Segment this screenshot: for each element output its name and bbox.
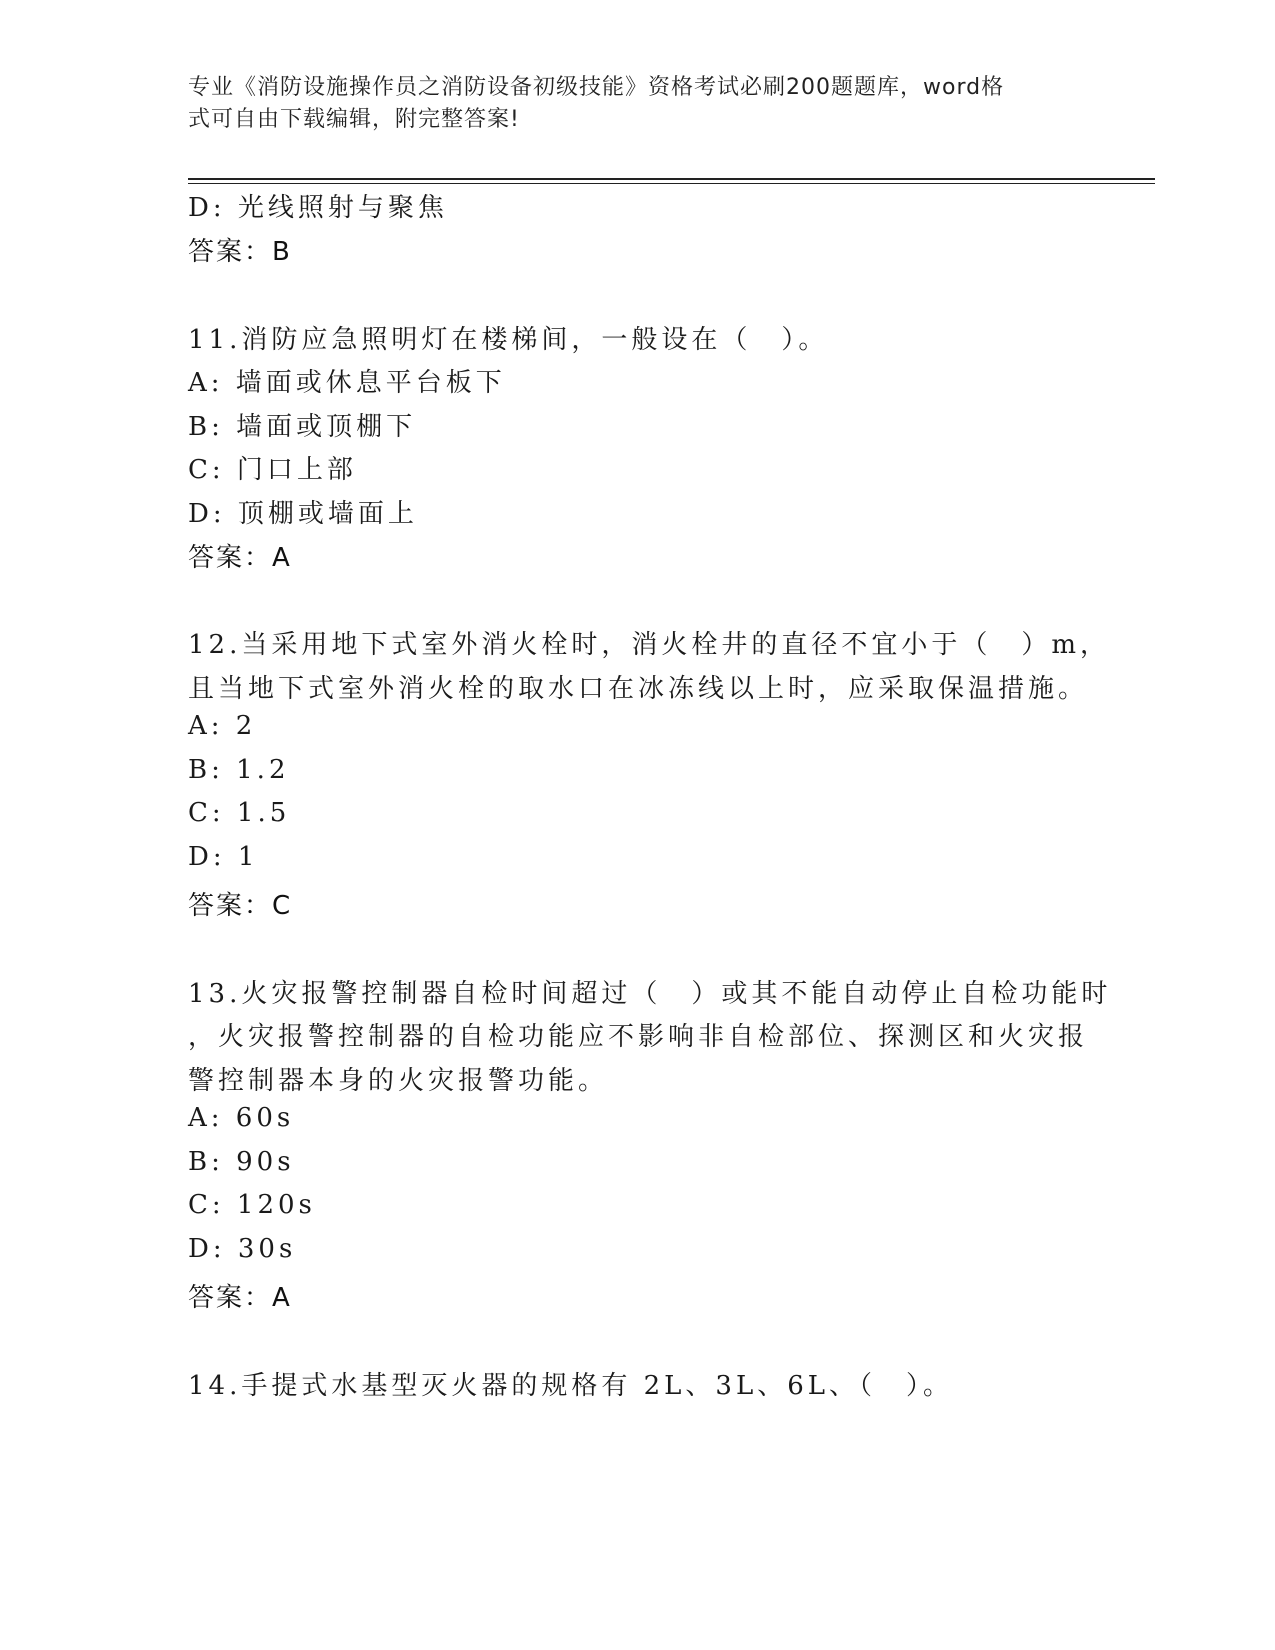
q11-option-c: C: 门口上部 xyxy=(188,455,357,485)
prev-answer: 答案：B xyxy=(188,237,292,267)
q13-option-b: B: 90s xyxy=(188,1147,295,1177)
q12-stem-line-2: 且当地下式室外消火栓的取水口在冰冻线以上时，应采取保温措施。 xyxy=(188,674,1089,704)
q12-stem-line-1: 12.当采用地下式室外消火栓时，消火栓井的直径不宜小于（ ）m， xyxy=(188,630,1111,660)
prev-option-d: D: 光线照射与聚焦 xyxy=(188,193,448,223)
header-line-2: 式可自由下载编辑，附完整答案! xyxy=(188,107,520,132)
q12-answer: 答案：C xyxy=(188,891,293,921)
header-divider-thick xyxy=(188,178,1155,180)
q12-option-c: C: 1.5 xyxy=(188,798,291,828)
q13-option-c: C: 120s xyxy=(188,1190,316,1220)
q11-option-d: D: 顶棚或墙面上 xyxy=(188,499,418,529)
header-divider-thin xyxy=(188,183,1155,184)
q13-option-d: D: 30s xyxy=(188,1234,297,1264)
q13-answer: 答案：A xyxy=(188,1283,292,1313)
q12-option-d: D: 1 xyxy=(188,842,259,872)
q11-stem: 11.消防应急照明灯在楼梯间，一般设在（ ）。 xyxy=(188,325,829,355)
q12-option-b: B: 1.2 xyxy=(188,755,290,785)
q11-option-a: A: 墙面或休息平台板下 xyxy=(188,368,506,398)
document-header xyxy=(188,72,1088,136)
q13-stem-line-1: 13.火灾报警控制器自检时间超过（ ）或其不能自动停止自检功能时 xyxy=(188,979,1112,1009)
q13-stem-line-2: ，火灾报警控制器的自检功能应不影响非自检部位、探测区和火灾报 xyxy=(188,1022,1089,1052)
q11-option-b: B: 墙面或顶棚下 xyxy=(188,412,417,442)
q13-option-a: A: 60s xyxy=(188,1103,295,1133)
q12-option-a: A: 2 xyxy=(188,711,257,741)
header-line-1: 专业《消防设施操作员之消防设备初级技能》资格考试必刷200题题库，word格 xyxy=(188,75,1005,100)
q14-stem: 14.手提式水基型灭火器的规格有 2L、3L、6L、（ ）。 xyxy=(188,1371,954,1401)
q11-answer: 答案：A xyxy=(188,543,292,573)
q13-stem-line-3: 警控制器本身的火灾报警功能。 xyxy=(188,1066,609,1096)
